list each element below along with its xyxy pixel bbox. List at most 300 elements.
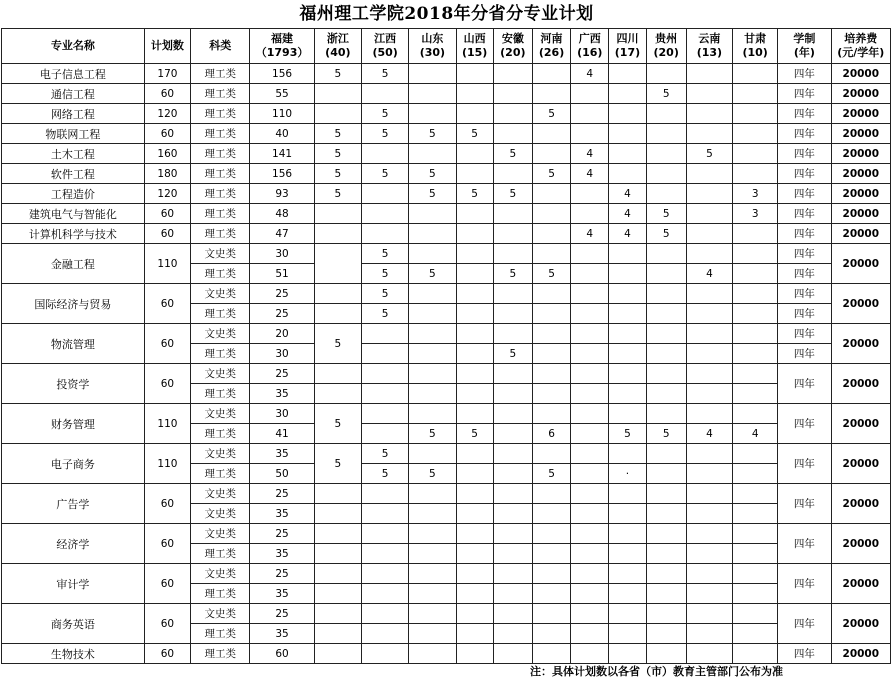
zhejiang-count: 5 xyxy=(314,64,361,84)
yunnan-count xyxy=(686,444,732,464)
fujian-count: 25 xyxy=(250,284,314,304)
plan-count: 60 xyxy=(144,284,190,324)
table-row xyxy=(2,644,891,664)
subject-type: 文史类 xyxy=(191,604,250,624)
subject-type: 理工类 xyxy=(191,424,250,444)
anhui-count xyxy=(493,584,532,604)
yunnan-count xyxy=(686,244,732,264)
gansu-count xyxy=(733,164,778,184)
shandong-count xyxy=(409,344,456,364)
henan-count xyxy=(532,64,570,84)
henan-count xyxy=(532,224,570,244)
anhui-count xyxy=(493,124,532,144)
table-row xyxy=(2,144,891,164)
guangxi-count xyxy=(571,284,609,304)
shandong-count: 5 xyxy=(409,164,456,184)
subject-type: 文史类 xyxy=(191,564,250,584)
jiangxi-count: 5 xyxy=(362,264,409,284)
jiangxi-count: 5 xyxy=(362,444,409,464)
gansu-count xyxy=(733,104,778,124)
anhui-count xyxy=(493,624,532,644)
subject-type: 理工类 xyxy=(191,464,250,484)
duration: 四年 xyxy=(778,644,831,664)
zhejiang-count xyxy=(314,104,361,124)
guizhou-count xyxy=(646,104,686,124)
plan-count: 110 xyxy=(144,444,190,484)
anhui-count xyxy=(493,424,532,444)
henan-count xyxy=(532,144,570,164)
fujian-count: 25 xyxy=(250,364,314,384)
duration: 四年 xyxy=(778,264,831,284)
fujian-count: 35 xyxy=(250,584,314,604)
zhejiang-count: 5 xyxy=(314,324,361,364)
training-fee: 20000 xyxy=(831,164,890,184)
fujian-count: 25 xyxy=(250,604,314,624)
gansu-count xyxy=(733,144,778,164)
training-fee: 20000 xyxy=(831,224,890,244)
major-name: 建筑电气与智能化 xyxy=(2,204,145,224)
training-fee: 20000 xyxy=(831,244,890,284)
guangxi-count xyxy=(571,544,609,564)
jiangxi-count: 5 xyxy=(362,244,409,264)
henan-count xyxy=(532,644,570,664)
header-gansu: 甘肃 (10) xyxy=(733,29,778,64)
gansu-count xyxy=(733,324,778,344)
subject-type: 文史类 xyxy=(191,444,250,464)
table-row xyxy=(2,444,891,464)
subject-type: 理工类 xyxy=(191,584,250,604)
shanxi-count xyxy=(456,164,493,184)
jiangxi-count: 5 xyxy=(362,464,409,484)
training-fee: 20000 xyxy=(831,484,890,524)
shandong-count xyxy=(409,384,456,404)
shandong-count xyxy=(409,504,456,524)
major-name: 审计学 xyxy=(2,564,145,604)
henan-count xyxy=(532,284,570,304)
jiangxi-count xyxy=(362,584,409,604)
training-fee: 20000 xyxy=(831,644,890,664)
sichuan-count xyxy=(609,604,646,624)
shanxi-count: 5 xyxy=(456,124,493,144)
subject-type: 理工类 xyxy=(191,184,250,204)
jiangxi-count xyxy=(362,144,409,164)
yunnan-count xyxy=(686,384,732,404)
table-row xyxy=(2,524,891,544)
guangxi-count xyxy=(571,344,609,364)
gansu-count xyxy=(733,564,778,584)
table-row xyxy=(2,484,891,504)
shandong-count xyxy=(409,144,456,164)
gansu-count xyxy=(733,64,778,84)
table-row xyxy=(2,404,891,424)
sichuan-count xyxy=(609,324,646,344)
sichuan-count xyxy=(609,64,646,84)
guizhou-count: 5 xyxy=(646,224,686,244)
henan-count xyxy=(532,504,570,524)
yunnan-count: 4 xyxy=(686,264,732,284)
sichuan-count: 4 xyxy=(609,224,646,244)
zhejiang-count xyxy=(314,524,361,544)
shandong-count xyxy=(409,104,456,124)
yunnan-count xyxy=(686,164,732,184)
henan-count xyxy=(532,544,570,564)
sichuan-count xyxy=(609,524,646,544)
jiangxi-count xyxy=(362,604,409,624)
henan-count xyxy=(532,304,570,324)
yunnan-count xyxy=(686,284,732,304)
subject-type: 理工类 xyxy=(191,104,250,124)
henan-count xyxy=(532,564,570,584)
henan-count xyxy=(532,84,570,104)
guizhou-count xyxy=(646,144,686,164)
guangxi-count: 4 xyxy=(571,64,609,84)
subject-type: 文史类 xyxy=(191,284,250,304)
fujian-count: 141 xyxy=(250,144,314,164)
sichuan-count: 5 xyxy=(609,424,646,444)
fujian-count: 35 xyxy=(250,384,314,404)
yunnan-count xyxy=(686,344,732,364)
jiangxi-count: 5 xyxy=(362,104,409,124)
header-duration: 学制 (年) xyxy=(778,29,831,64)
plan-count: 60 xyxy=(144,484,190,524)
shanxi-count xyxy=(456,604,493,624)
henan-count xyxy=(532,524,570,544)
guangxi-count xyxy=(571,184,609,204)
subject-type: 理工类 xyxy=(191,544,250,564)
henan-count xyxy=(532,384,570,404)
gansu-count xyxy=(733,584,778,604)
shandong-count xyxy=(409,644,456,664)
shanxi-count xyxy=(456,324,493,344)
shanxi-count xyxy=(456,564,493,584)
shanxi-count xyxy=(456,644,493,664)
shandong-count xyxy=(409,364,456,384)
duration: 四年 xyxy=(778,64,831,84)
sichuan-count xyxy=(609,504,646,524)
jiangxi-count xyxy=(362,404,409,424)
gansu-count xyxy=(733,224,778,244)
gansu-count xyxy=(733,364,778,384)
anhui-count xyxy=(493,544,532,564)
subject-type: 文史类 xyxy=(191,504,250,524)
jiangxi-count xyxy=(362,204,409,224)
shanxi-count xyxy=(456,504,493,524)
plan-count: 60 xyxy=(144,524,190,564)
sichuan-count xyxy=(609,384,646,404)
zhejiang-count: 5 xyxy=(314,144,361,164)
header-anhui: 安徽 (20) xyxy=(493,29,532,64)
guizhou-count xyxy=(646,464,686,484)
yunnan-count xyxy=(686,524,732,544)
zhejiang-count xyxy=(314,624,361,644)
anhui-count xyxy=(493,84,532,104)
training-fee: 20000 xyxy=(831,404,890,444)
major-name: 通信工程 xyxy=(2,84,145,104)
shanxi-count xyxy=(456,304,493,324)
header-fujian-count: （1793） xyxy=(255,46,309,59)
duration: 四年 xyxy=(778,104,831,124)
guangxi-count xyxy=(571,264,609,284)
yunnan-count xyxy=(686,224,732,244)
duration: 四年 xyxy=(778,364,831,404)
plan-count: 60 xyxy=(144,644,190,664)
henan-count xyxy=(532,244,570,264)
gansu-count xyxy=(733,484,778,504)
fujian-count: 41 xyxy=(250,424,314,444)
header-row xyxy=(2,29,891,64)
table-row xyxy=(2,244,891,264)
guangxi-count xyxy=(571,524,609,544)
guizhou-count: 5 xyxy=(646,84,686,104)
guizhou-count xyxy=(646,584,686,604)
fujian-count: 60 xyxy=(250,644,314,664)
guizhou-count xyxy=(646,484,686,504)
header-shanxi: 山西 (15) xyxy=(456,29,493,64)
sichuan-count xyxy=(609,144,646,164)
guizhou-count: 5 xyxy=(646,204,686,224)
major-name: 物流管理 xyxy=(2,324,145,364)
fujian-count: 25 xyxy=(250,564,314,584)
guangxi-count xyxy=(571,384,609,404)
guangxi-count xyxy=(571,204,609,224)
anhui-count xyxy=(493,384,532,404)
gansu-count xyxy=(733,604,778,624)
fujian-count: 20 xyxy=(250,324,314,344)
enrollment-plan-table xyxy=(1,28,891,664)
anhui-count xyxy=(493,464,532,484)
table-row xyxy=(2,204,891,224)
yunnan-count xyxy=(686,624,732,644)
guangxi-count xyxy=(571,464,609,484)
henan-count: 5 xyxy=(532,464,570,484)
duration: 四年 xyxy=(778,224,831,244)
sichuan-count xyxy=(609,84,646,104)
sichuan-count xyxy=(609,124,646,144)
training-fee: 20000 xyxy=(831,524,890,564)
fujian-count: 47 xyxy=(250,224,314,244)
jiangxi-count xyxy=(362,324,409,344)
shanxi-count xyxy=(456,444,493,464)
jiangxi-count xyxy=(362,504,409,524)
anhui-count xyxy=(493,564,532,584)
training-fee: 20000 xyxy=(831,184,890,204)
duration: 四年 xyxy=(778,144,831,164)
guizhou-count: 5 xyxy=(646,424,686,444)
fujian-count: 30 xyxy=(250,404,314,424)
subject-type: 理工类 xyxy=(191,164,250,184)
zhejiang-count xyxy=(314,84,361,104)
subject-type: 文史类 xyxy=(191,244,250,264)
zhejiang-count xyxy=(314,564,361,584)
duration: 四年 xyxy=(778,124,831,144)
henan-count: 5 xyxy=(532,164,570,184)
table-row xyxy=(2,104,891,124)
jiangxi-count xyxy=(362,544,409,564)
duration: 四年 xyxy=(778,324,831,344)
jiangxi-count xyxy=(362,224,409,244)
guizhou-count xyxy=(646,324,686,344)
shandong-count xyxy=(409,204,456,224)
sichuan-count xyxy=(609,584,646,604)
subject-type: 理工类 xyxy=(191,304,250,324)
guizhou-count xyxy=(646,364,686,384)
sichuan-count xyxy=(609,404,646,424)
guangxi-count xyxy=(571,304,609,324)
fujian-count: 35 xyxy=(250,504,314,524)
guizhou-count xyxy=(646,304,686,324)
guizhou-count xyxy=(646,604,686,624)
plan-count: 60 xyxy=(144,324,190,364)
header-fee: 培养费 (元/学年) xyxy=(831,29,890,64)
gansu-count: 4 xyxy=(733,424,778,444)
shanxi-count xyxy=(456,544,493,564)
gansu-count xyxy=(733,84,778,104)
henan-count xyxy=(532,404,570,424)
major-name: 电子信息工程 xyxy=(2,64,145,84)
anhui-count xyxy=(493,604,532,624)
shandong-count xyxy=(409,564,456,584)
shanxi-count xyxy=(456,284,493,304)
shandong-count: 5 xyxy=(409,124,456,144)
header-fujian xyxy=(250,29,314,64)
shanxi-count xyxy=(456,524,493,544)
header-guizhou: 贵州 (20) xyxy=(646,29,686,64)
yunnan-count xyxy=(686,564,732,584)
shanxi-count xyxy=(456,344,493,364)
gansu-count: 3 xyxy=(733,184,778,204)
anhui-count xyxy=(493,364,532,384)
sichuan-count: 4 xyxy=(609,184,646,204)
anhui-count xyxy=(493,284,532,304)
guangxi-count xyxy=(571,444,609,464)
training-fee: 20000 xyxy=(831,564,890,604)
gansu-count xyxy=(733,504,778,524)
plan-count: 180 xyxy=(144,164,190,184)
guizhou-count xyxy=(646,624,686,644)
zhejiang-count xyxy=(314,644,361,664)
table-row xyxy=(2,224,891,244)
henan-count xyxy=(532,124,570,144)
sichuan-count xyxy=(609,264,646,284)
guizhou-count xyxy=(646,564,686,584)
fujian-count: 156 xyxy=(250,64,314,84)
duration: 四年 xyxy=(778,284,831,304)
duration: 四年 xyxy=(778,524,831,564)
header-henan: 河南 (26) xyxy=(532,29,570,64)
sichuan-count: · xyxy=(609,464,646,484)
fujian-count: 55 xyxy=(250,84,314,104)
fujian-count: 50 xyxy=(250,464,314,484)
shanxi-count xyxy=(456,364,493,384)
anhui-count xyxy=(493,304,532,324)
jiangxi-count xyxy=(362,484,409,504)
gansu-count: 3 xyxy=(733,204,778,224)
training-fee: 20000 xyxy=(831,124,890,144)
major-name: 网络工程 xyxy=(2,104,145,124)
jiangxi-count xyxy=(362,184,409,204)
henan-count xyxy=(532,484,570,504)
guangxi-count xyxy=(571,424,609,444)
shandong-count xyxy=(409,584,456,604)
zhejiang-count xyxy=(314,604,361,624)
shandong-count xyxy=(409,444,456,464)
sichuan-count xyxy=(609,284,646,304)
fujian-count: 25 xyxy=(250,304,314,324)
major-name: 生物技术 xyxy=(2,644,145,664)
duration: 四年 xyxy=(778,304,831,324)
plan-count: 160 xyxy=(144,144,190,164)
henan-count: 6 xyxy=(532,424,570,444)
sichuan-count xyxy=(609,624,646,644)
yunnan-count xyxy=(686,544,732,564)
plan-count: 120 xyxy=(144,184,190,204)
anhui-count xyxy=(493,324,532,344)
subject-type: 理工类 xyxy=(191,124,250,144)
duration: 四年 xyxy=(778,164,831,184)
guangxi-count xyxy=(571,484,609,504)
zhejiang-count xyxy=(314,204,361,224)
table-row xyxy=(2,324,891,344)
yunnan-count xyxy=(686,484,732,504)
shandong-count xyxy=(409,484,456,504)
zhejiang-count xyxy=(314,284,361,304)
header-jiangxi: 江西 (50) xyxy=(362,29,409,64)
shanxi-count xyxy=(456,64,493,84)
shanxi-count xyxy=(456,204,493,224)
henan-count xyxy=(532,584,570,604)
shandong-count xyxy=(409,304,456,324)
major-name: 工程造价 xyxy=(2,184,145,204)
guangxi-count xyxy=(571,244,609,264)
zhejiang-count xyxy=(314,544,361,564)
sichuan-count xyxy=(609,644,646,664)
jiangxi-count xyxy=(362,424,409,444)
henan-count xyxy=(532,184,570,204)
yunnan-count xyxy=(686,184,732,204)
fujian-count: 93 xyxy=(250,184,314,204)
fujian-count: 35 xyxy=(250,624,314,644)
guizhou-count xyxy=(646,124,686,144)
shandong-count xyxy=(409,284,456,304)
subject-type: 理工类 xyxy=(191,144,250,164)
shanxi-count xyxy=(456,624,493,644)
header-major: 专业名称 xyxy=(2,29,145,64)
training-fee: 20000 xyxy=(831,444,890,484)
shandong-count xyxy=(409,224,456,244)
shandong-count xyxy=(409,404,456,424)
fujian-count: 35 xyxy=(250,444,314,464)
duration: 四年 xyxy=(778,184,831,204)
gansu-count xyxy=(733,544,778,564)
major-name: 软件工程 xyxy=(2,164,145,184)
anhui-count xyxy=(493,504,532,524)
jiangxi-count: 5 xyxy=(362,124,409,144)
henan-count xyxy=(532,624,570,644)
zhejiang-count xyxy=(314,484,361,504)
shanxi-count: 5 xyxy=(456,424,493,444)
training-fee: 20000 xyxy=(831,604,890,644)
guizhou-count xyxy=(646,504,686,524)
yunnan-count xyxy=(686,104,732,124)
anhui-count xyxy=(493,204,532,224)
guangxi-count xyxy=(571,124,609,144)
shandong-count: 5 xyxy=(409,184,456,204)
zhejiang-count: 5 xyxy=(314,404,361,444)
yunnan-count xyxy=(686,604,732,624)
guangxi-count xyxy=(571,564,609,584)
header-shandong: 山东 (30) xyxy=(409,29,456,64)
major-name: 财务管理 xyxy=(2,404,145,444)
